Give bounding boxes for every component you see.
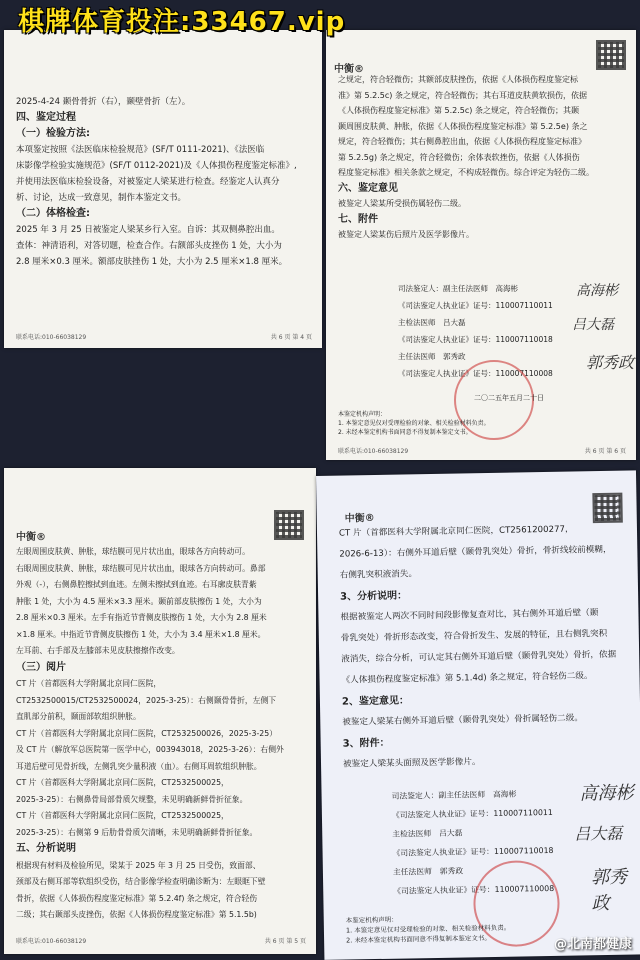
supplementary-body	[339, 519, 618, 776]
text-line: 骨乳突处）骨折形态改变，符合骨折发生、发展的特征，且右侧乳突积	[340, 628, 608, 644]
text-line: 液消失，综合分析，可认定其右侧外耳道后壁（颞骨乳突处）骨折，依据	[341, 649, 617, 665]
text-line: 及 CT 片（解放军总医院第一医学中心，003943018，2025-3-26）：右侧外	[16, 745, 284, 754]
text-line: 二级；其右颞部头皮挫伤，依据《人体损伤程度鉴定标准》第 5.1.5b)	[16, 910, 257, 919]
disclaimer-notes	[338, 410, 490, 437]
text-line: 左耳前、右手部及左膝部未见皮肤擦擦作改变。	[16, 646, 180, 655]
text-line: 2026-6-13）：右侧外耳道后壁（颞骨乳突处）骨折，骨折线较前模糊，	[339, 544, 612, 560]
text-line: 被鉴定人梁某头面照及医学影像片。	[342, 757, 481, 770]
text-line: 2025-3-25）：右侧第 9 后肋骨骨质欠清晰，未见明确新鲜骨折征象。	[16, 827, 258, 837]
text-line: 右侧乳突积液消失。	[339, 569, 418, 581]
brand-logo: 中衡®	[334, 64, 364, 75]
text-line: 《人体损伤程度鉴定标准》第 5.1.4d) 条之规定，符合轻伤二级。	[341, 671, 593, 686]
signature-2: 吕大磊	[574, 823, 623, 844]
signature-2: 吕大磊	[572, 317, 614, 333]
watermark-banner: 棋牌体育投注:33467.vip	[18, 7, 346, 37]
text-line: 程度鉴定标准》相关条款之规定，不构成轻微伤。综合评定为轻伤二级。	[338, 168, 594, 177]
text-line: 《司法鉴定人执业证》证号：110007110018	[392, 845, 554, 858]
text-line: CT 片（首都医科大学附属北京同仁医院，CT2532500025，	[16, 811, 229, 820]
text-line: ×1.8 厘米。中指近节背侧皮肤擦伤 1 处，大小为 3.4 厘米×1.8 厘米。	[16, 629, 266, 639]
text-line: 六、鉴定意见	[338, 182, 398, 194]
report-page-6	[326, 30, 636, 460]
text-line: 准》第 5.2.5c) 条之规定，符合轻微伤；其右耳道皮肤黄软损伤，依据	[338, 90, 587, 100]
brand-logo: 中衡®	[344, 512, 375, 525]
text-line: 骨折，依据《人体损伤程度鉴定标准》第 5.2.4f) 条之规定，符合轻伤	[16, 893, 258, 903]
text-line: 直肌部分前积，颞面部软组织肿胀。	[16, 712, 141, 721]
text-line: 根据现有材料及检验所见，梁某于 2025 年 3 月 25 日受伤，致面部、	[16, 860, 261, 870]
report-page-5	[4, 468, 316, 954]
text-line: 根据被鉴定人两次不同时间段影像复查对比，其右侧外耳道后壁（颞	[340, 608, 599, 623]
text-line: 析、讨论，达成一致意见，制作本鉴定文书。	[16, 193, 187, 203]
text-line: 主检法医师 吕大磊	[398, 318, 466, 327]
text-line: CT 片（首都医科大学附属北京同仁医院，CT2532500026，2025-3-25）	[16, 728, 277, 738]
contact-phone: 联系电话:010-66038129	[16, 938, 87, 945]
text-line: 之规定，符合轻微伤；其额部皮肤挫伤，依据《人体损伤程度鉴定标	[338, 75, 578, 84]
page-number: 共 6 页 第 5 页	[264, 938, 306, 945]
text-line: 本项鉴定按照《法医临床检验规范》(SF/T 0111-2021)、《法医临	[16, 145, 265, 155]
text-line: 耳道后壁可见骨折线，左侧乳突少量积液（血）。右侧耳周软组织肿胀。	[16, 761, 262, 771]
text-line: 左眼周围皮肤黄、肿胀，球结膜可见片状出血，眼球各方向转动可。	[16, 547, 250, 556]
text-line: 2025-3-25）：右侧鼻骨局部骨质欠规整，未见明确新鲜骨折征象。	[16, 794, 248, 804]
report-page-4	[4, 30, 322, 348]
signature-1: 高海彬	[579, 782, 634, 805]
text-line: 主检法医师 吕大磊	[392, 828, 463, 839]
text-line: 本鉴定机构声明：	[338, 411, 387, 418]
text-line: 第 5.2.5g) 条之规定，符合轻微伤；余体表软挫伤，依据《人体损伤	[338, 152, 580, 162]
text-line: 2、鉴定意见：	[341, 695, 410, 708]
text-line: 右眼周围皮肤黄、肿胀，球结膜可见片状出血，眼球各方向转动可。鼻部	[16, 563, 266, 573]
text-line: 颞周围皮肤黄、肿胀，依据《人体损伤程度鉴定标准》第 5.2.5e) 条之	[338, 121, 588, 131]
signature-3: 郭秀政	[590, 866, 628, 915]
text-line: 查体：神清语利，对答切题，检查合作。右额部头皮挫伤 1 处，大小为	[16, 241, 282, 251]
text-line: 司法鉴定人：副主任法医师 高海彬	[398, 284, 518, 293]
text-line: CT2532500015/CT2532500024，2025-3-25）：右侧颞骨骨折，左侧下	[16, 695, 277, 705]
text-line: 被鉴定人梁某所受损伤属轻伤二级。	[338, 199, 466, 208]
text-line: 肿胀 1 处，大小为 4.5 厘米×3.3 厘米。颞前部皮肤擦伤 1 处，大小为	[16, 596, 262, 606]
text-line: 《司法鉴定人执业证》证号：110007110008	[393, 883, 555, 896]
text-line: 2.8 厘米×0.3 厘米。左手有指近节背侧皮肤擦伤 1 处，大小为 2.8 厘米	[16, 613, 267, 622]
text-line: 2025 年 3 月 25 日被鉴定人梁某乡行入室。自诉：其双侧鼻腔出血。	[16, 225, 280, 235]
text-line: 被鉴定人梁某伤后照片及医学影像片。	[338, 230, 474, 239]
text-line: 2.8 厘米×0.3 厘米。额部皮肤挫伤 1 处，大小为 2.5 厘米×1.8 厘米。	[16, 257, 288, 267]
page-number: 共 6 页 第 6 页	[584, 448, 626, 455]
page-4-body	[16, 94, 297, 270]
text-line: 七、附件	[338, 213, 378, 225]
text-line: 四、鉴定过程	[16, 112, 76, 123]
qr-code-icon	[274, 510, 304, 540]
text-line: 并使用法医临床检验设备，对被鉴定人梁某进行检查。经鉴定人认真分	[16, 177, 280, 187]
text-line: 外观（-），右侧鼻腔擦拭到血迹。左侧未擦拭到血迹。右耳廓皮肤青紫	[16, 580, 257, 589]
text-line: 五、分析说明	[16, 843, 76, 854]
text-line: CT 片（首都医科大学附属北京同仁医院，CT2561200277，	[338, 524, 574, 539]
text-line: 《司法鉴定人执业证》证号：110007110011	[391, 807, 553, 820]
supplementary-page	[316, 470, 640, 960]
disclaimer-notes	[346, 913, 511, 946]
text-line: 《人体损伤程度鉴定标准》第 5.2.5c) 条之规定，符合轻微伤；其颞	[338, 106, 579, 115]
text-line: 司法鉴定人：副主任法医师 高海彬	[391, 789, 517, 801]
contact-phone: 联系电话:010-66038129	[16, 334, 87, 341]
text-line: 3、附件：	[342, 737, 390, 750]
qr-code-icon	[596, 40, 626, 70]
weibo-watermark: @北南都健康	[553, 937, 632, 952]
text-line: 1. 本鉴定意见仅对受理检验的对象、相关检验材料负责。	[345, 923, 511, 935]
text-line: 2. 未经本鉴定机构书面同意不得复制本鉴定文书。	[346, 934, 491, 945]
text-line: 主任法医师 郭秀政	[398, 352, 466, 361]
text-line: （三）阅片	[16, 661, 66, 673]
report-date: 二〇二五年五月二十日	[474, 394, 544, 402]
text-line: 《司法鉴定人执业证》证号：110007110018	[398, 335, 553, 344]
brand-logo: 中衡®	[16, 532, 46, 543]
text-line: 本鉴定机构声明：	[345, 915, 398, 925]
text-line: （二）体格检查:	[16, 208, 90, 219]
contact-phone: 联系电话:010-66038129	[338, 448, 409, 455]
page-6-body	[338, 72, 594, 243]
text-line: 被鉴定人梁某右侧外耳道后壁（颞骨乳突处）骨折属轻伤二级。	[342, 713, 583, 728]
text-line: 2025-4-24 颞骨骨折（右），颞壁骨折（左）。	[16, 97, 191, 107]
text-line: 3、分析说明：	[340, 590, 408, 603]
text-line: 规定，符合轻微伤；其右侧鼻腔出血，依据《人体损伤程度鉴定标准》	[338, 137, 586, 146]
text-line: 颈部及右侧耳部等软组织受伤，结合影像学检查明确诊断为：左眼眶下壁	[16, 877, 266, 886]
page-5-body	[16, 544, 284, 924]
text-line: 《司法鉴定人执业证》证号：110007110008	[398, 369, 553, 378]
text-line: （一）检验方法:	[16, 128, 90, 139]
text-line: 《司法鉴定人执业证》证号：110007110011	[398, 301, 553, 310]
text-line: 主任法医师 郭秀政	[392, 866, 464, 877]
signature-1: 高海彬	[576, 283, 618, 299]
page-number: 共 6 页 第 4 页	[270, 334, 312, 341]
text-line: CT 片（首都医科大学附属北京同仁医院，CT2532500025，	[16, 778, 229, 787]
text-line: 2. 未经本鉴定机构书面同意不得复制本鉴定文书。	[338, 429, 472, 436]
text-line: CT 片（首都医科大学附属北京同仁医院，	[16, 679, 162, 688]
text-line: 床影像学检验实施规范》(SF/T 0112-2021)及《人体损伤程度鉴定标准》,	[16, 161, 297, 171]
signature-3: 郭秀政	[586, 353, 635, 372]
text-line: 1. 本鉴定意见仅对受理检验的对象、相关检验材料负责。	[338, 420, 490, 427]
